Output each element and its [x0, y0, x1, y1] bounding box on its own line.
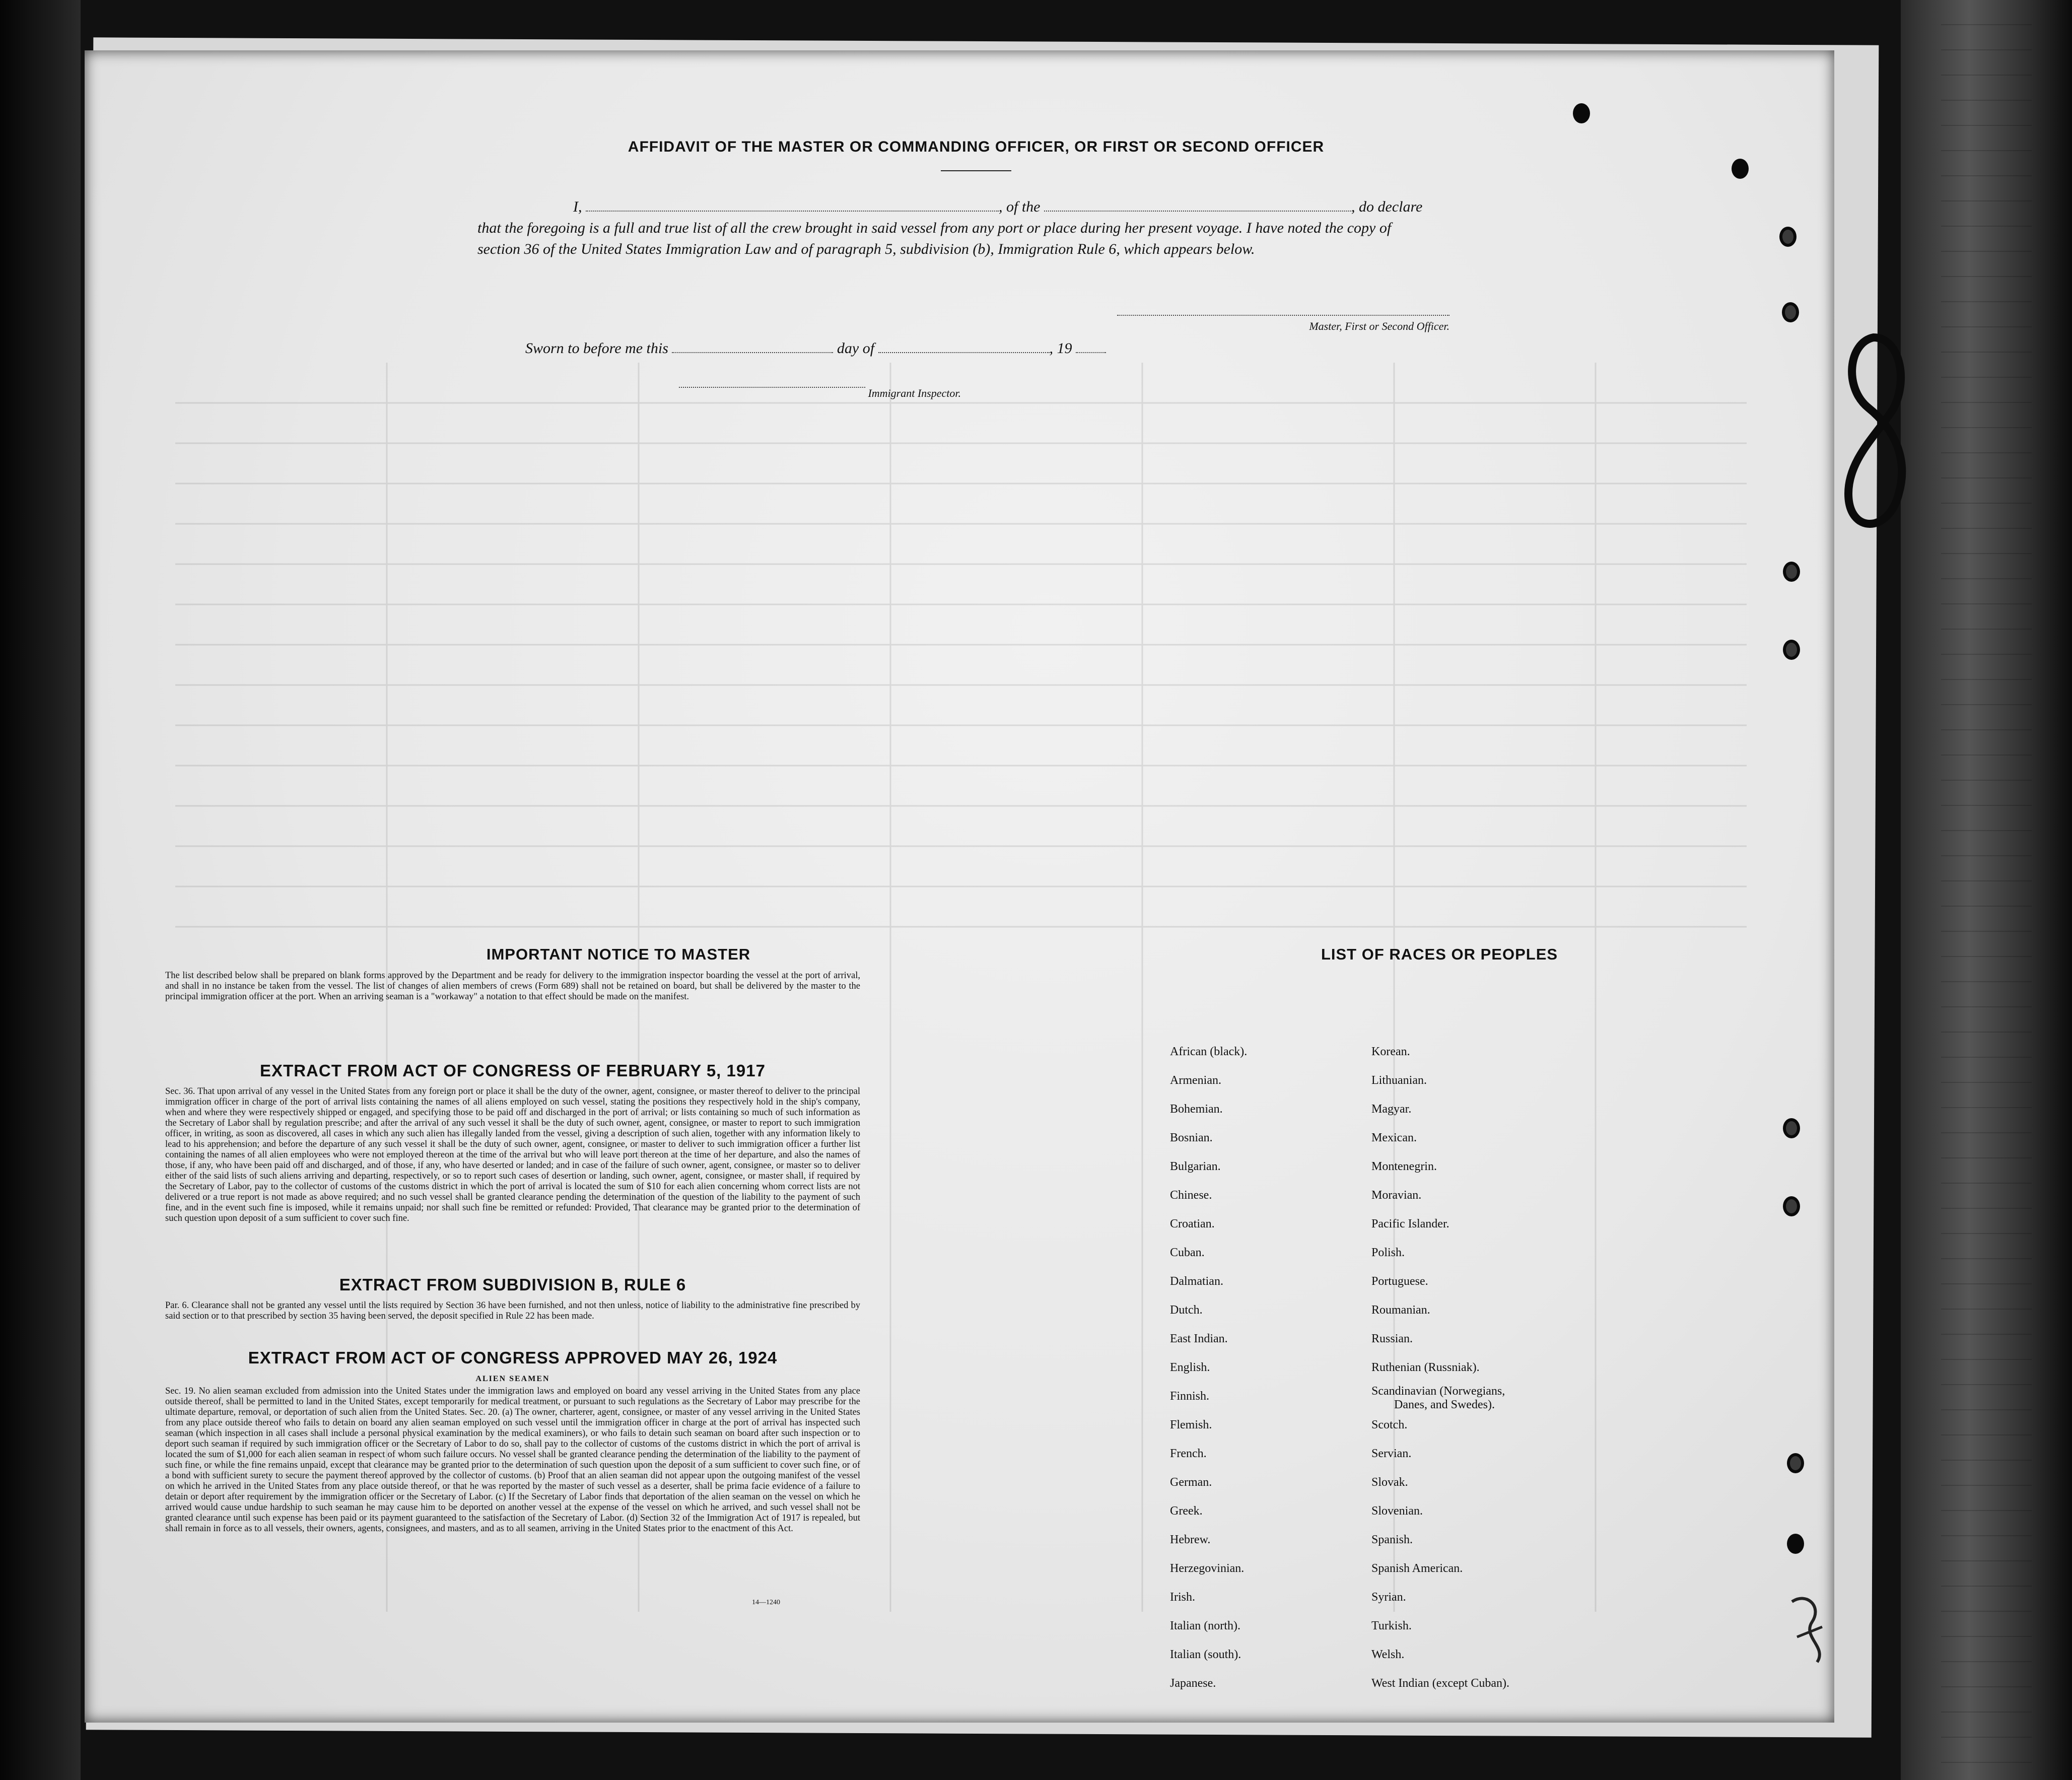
- affidavit-declare: , do declare: [1351, 198, 1423, 215]
- race-right-item: Scotch.: [1371, 1418, 1408, 1431]
- race-right-item: Moravian.: [1371, 1189, 1422, 1202]
- alien-seamen-subtitle: ALIEN SEAMEN: [475, 1375, 550, 1383]
- ink-mark: [1787, 1592, 1834, 1667]
- race-left-item: Japanese.: [1170, 1677, 1216, 1690]
- affidavit-text: [477, 196, 1424, 260]
- punch-hole: [1732, 159, 1749, 179]
- race-right-item: Scandinavian (Norwegians,: [1371, 1385, 1505, 1398]
- race-right-item: Ruthenian (Russniak).: [1371, 1361, 1480, 1374]
- act-1917-text: Sec. 36. That upon arrival of any vessel in the United States from any foreign port or place it shall be the duty of the owner, agent, consignee, or master thereof to deliver to the principal immigration officer in charge of the port of arrival lists containing the names of all aliens employed on such vessel, stating the positions they respectively hold in the ship's company, when and where they were respectively shipped or engaged, and specifying those to be paid off and discharged in the port of arrival; or lists containing so much of such information as the Secretary of Labor shall by regulation prescribe; and after the arrival of any such vessel it shall be the duty of such owner, agent, consignee, or master to report to such immigration officer, in writing, as soon as discovered, all cases in which any such alien has illegally landed from the vessel, giving a description of such alien, together with any information likely to lead to his apprehension; and before the departure of any such vessel it shall be the duty of such owner, agent, consignee, or master to deliver to such immigration officer a further list containing the names of all alien employees who were not employed thereon at the time of the arrival but who will leave port thereon at the time of her departure, and also the names of those, if any, who have been paid off and discharged, and of those, if any, who have deserted or landed; and in case of the failure of such owner, agent, consignee, or master so to deliver either of the said lists of such aliens arriving and departing, respectively, or so to report such cases of desertion or landing, such owner, agent, consignee, or master shall, if required by the Secretary of Labor, pay to the collector of customs of the customs district in which the port of arrival is located the sum of $10 for each alien concerning whom correct lists are not delivered or a true report is not made as above required; and no such vessel shall be granted clearance pending the determination of the question of the liability to the payment of such fine, and in the event such fine is imposed, while it remains unpaid; nor shall such fine be remitted or refunded: Provided, That clearance may be granted prior to the determination of such question upon deposit of a sum sufficient to cover such fine.: [165, 1086, 860, 1223]
- title-divider: [941, 170, 1011, 171]
- race-left-item: Finnish.: [1170, 1390, 1210, 1403]
- race-right-item: Montenegrin.: [1371, 1160, 1437, 1173]
- punch-hole: [1779, 227, 1797, 247]
- race-right-item: Russian.: [1371, 1332, 1413, 1345]
- affidavit-body: that the foregoing is a full and true list of all the crew brought in said vessel from any port or place during her present voyage. I have noted the copy of section 36 of the United States Immigration Law and of paragraph 5, subdivision (b), Immigration Rule 6, which appears below.: [477, 220, 1392, 257]
- race-right-item: West Indian (except Cuban).: [1371, 1677, 1509, 1690]
- rule-6-text: Par. 6. Clearance shall not be granted any vessel until the lists required by Section 36 have been furnished, and not then unless, notice of liability to the administrative fine prescribed by said section or to that prescribed by section 35 having been served, the deposit specified in Rule 22 has been made.: [165, 1300, 860, 1321]
- punch-hole: [1783, 1196, 1800, 1216]
- races-title: LIST OF RACES OR PEOPLES: [1321, 945, 1558, 963]
- race-right-item: Magyar.: [1371, 1103, 1412, 1116]
- race-right-item: Slovak.: [1371, 1476, 1408, 1489]
- race-right-item: Polish.: [1371, 1246, 1405, 1259]
- race-left-item: Bosnian.: [1170, 1131, 1213, 1144]
- act-1924-title: EXTRACT FROM ACT OF CONGRESS APPROVED MAY 26, 1924: [248, 1348, 778, 1367]
- race-left-item: Italian (south).: [1170, 1648, 1241, 1661]
- sworn-year-blank[interactable]: [1076, 352, 1106, 353]
- race-right-item: Roumanian.: [1371, 1304, 1430, 1317]
- sworn-label: Sworn to before me this: [525, 340, 668, 357]
- race-right-item: Spanish.: [1371, 1533, 1413, 1546]
- race-left-item: Hebrew.: [1170, 1533, 1211, 1546]
- affidavit-of-the: , of the: [999, 198, 1041, 215]
- race-left-item: Italian (north).: [1170, 1619, 1240, 1632]
- race-right-item-continued: Danes, and Swedes).: [1394, 1398, 1495, 1411]
- vessel-name-blank[interactable]: [1044, 211, 1351, 212]
- race-left-item: Croatian.: [1170, 1217, 1215, 1230]
- race-left-item: Cuban.: [1170, 1246, 1205, 1259]
- notice-title: IMPORTANT NOTICE TO MASTER: [486, 945, 751, 963]
- day-of-label: day of: [837, 340, 875, 357]
- race-left-item: Irish.: [1170, 1591, 1195, 1604]
- punch-hole: [1573, 103, 1590, 123]
- sworn-day-blank[interactable]: [672, 352, 833, 353]
- race-left-item: Bohemian.: [1170, 1103, 1223, 1116]
- master-name-blank[interactable]: [586, 211, 999, 212]
- race-left-item: Herzegovinian.: [1170, 1562, 1245, 1575]
- sworn-month-blank[interactable]: [878, 352, 1050, 353]
- race-right-item: Mexican.: [1371, 1131, 1417, 1144]
- race-left-item: French.: [1170, 1447, 1207, 1460]
- affidavit-title: AFFIDAVIT OF THE MASTER OR COMMANDING OFFICER, OR FIRST OR SECOND OFFICER: [628, 139, 1325, 155]
- punch-hole: [1783, 1118, 1800, 1138]
- punch-hole: [1782, 302, 1799, 322]
- manifest-page: [85, 50, 1834, 1723]
- punch-hole: [1787, 1534, 1804, 1554]
- race-left-item: English.: [1170, 1361, 1210, 1374]
- punch-hole: [1783, 562, 1800, 582]
- year-label: , 19: [1049, 340, 1072, 357]
- rule-6-title: EXTRACT FROM SUBDIVISION B, RULE 6: [339, 1275, 686, 1294]
- race-left-item: Armenian.: [1170, 1074, 1221, 1087]
- affidavit-i: I,: [573, 198, 582, 215]
- race-right-item: Lithuanian.: [1371, 1074, 1427, 1087]
- act-1924-text: Sec. 19. No alien seaman excluded from admission into the United States under the immigration laws and employed on board any vessel arriving in the United States from any place outside thereof, shall be permitted to land in the United States, except temporarily for medical treatment, or pursuant to such regulations as the Secretary of Labor may prescribe for the ultimate departure, removal, or deportation of such alien from the United States. Sec. 20. (a) The owner, charterer, agent, consignee, or master of any vessel arriving in the United States from any place outside thereof who fails to detain on board any alien seaman employed on such vessel until the immigration officer in charge at the port of arrival has inspected such seaman (which inspection in all cases shall include a personal physical examination by the medical examiners), or who fails to detain such seaman on board after such inspection or to deport such seaman if required by such immigration officer or the Secretary of Labor to do so, shall pay to the collector of customs of the customs district in which the port of arrival is located the sum of $1,000 for each alien seaman in respect of whom such failure occurs. No vessel shall be granted clearance pending the determination of the liability to the payment of such fine, or while the fine remains unpaid, except that clearance may be granted prior to the determination of such question upon the deposit of a sum sufficient to cover such fine, or of a bond with sufficient surety to secure the payment thereof approved by the collector of customs. (b) Proof that an alien seaman did not appear upon the outgoing manifest of the vessel on which he arrived in the United States from any place outside thereof, or that he was reported by the master of such vessel as a deserter, shall be prima facie evidence of a failure to detain or deport after requirement by the immigration officer or the Secretary of Labor. (c) If the Secretary of Labor finds that deportation of the alien seaman on the vessel on which he arrived would cause undue hardship to such seaman he may cause him to be deported on another vessel at the expense of the vessel on which he arrived, and such vessel shall not be granted clearance until such expense has been paid or its payment guaranteed to the satisfaction of the Secretary of Labor. (d) Section 32 of the Immigration Act of 1917 is repealed, but shall remain in force as to all vessels, their owners, agents, consignees, and masters, and as to all seamen, arriving in the United States prior to the enactment of this Act.: [165, 1386, 860, 1534]
- punch-hole: [1787, 1453, 1804, 1473]
- race-right-item: Welsh.: [1371, 1648, 1405, 1661]
- race-left-item: East Indian.: [1170, 1332, 1228, 1345]
- race-right-item: Korean.: [1371, 1045, 1410, 1058]
- signature-line[interactable]: Master, First or Second Officer.: [1117, 315, 1449, 333]
- race-left-item: German.: [1170, 1476, 1212, 1489]
- race-left-item: Bulgarian.: [1170, 1160, 1221, 1173]
- race-right-item: Servian.: [1371, 1447, 1412, 1460]
- race-left-item: Flemish.: [1170, 1418, 1212, 1431]
- race-right-item: Spanish American.: [1371, 1562, 1463, 1575]
- race-left-item: Greek.: [1170, 1504, 1203, 1518]
- race-right-item: Turkish.: [1371, 1619, 1412, 1632]
- inspector-label: Immigrant Inspector.: [868, 387, 961, 399]
- race-left-item: Dalmatian.: [1170, 1275, 1223, 1288]
- scan-background-left: [0, 0, 81, 1780]
- race-left-item: Chinese.: [1170, 1189, 1212, 1202]
- race-right-item: Portuguese.: [1371, 1275, 1428, 1288]
- punch-hole: [1783, 640, 1800, 660]
- notice-text: The list described below shall be prepared on blank forms approved by the Department and be ready for delivery to the immigration inspector boarding the vessel at the port of arrival, and shall in no instance be taken from the vessel. The list of changes of alien members of crews (Form 689) shall not be retained on board, but shall be delivered by the master to the principal immigration officer at the port. When an arriving seaman is a "workaway" a notation to that effect should be made on the manifest.: [165, 971, 860, 1002]
- sworn-line: [525, 340, 1106, 357]
- race-left-item: African (black).: [1170, 1045, 1248, 1058]
- ledger-stack-edge: [1941, 0, 2032, 1780]
- race-right-item: Pacific Islander.: [1371, 1217, 1449, 1230]
- race-left-item: Dutch.: [1170, 1304, 1203, 1317]
- act-1917-title: EXTRACT FROM ACT OF CONGRESS OF FEBRUARY 5, 1917: [260, 1061, 766, 1080]
- race-right-item: Syrian.: [1371, 1591, 1406, 1604]
- form-number: 14—1240: [752, 1599, 780, 1606]
- handwritten-page-number: [1838, 327, 1919, 544]
- race-right-item: Slovenian.: [1371, 1504, 1423, 1518]
